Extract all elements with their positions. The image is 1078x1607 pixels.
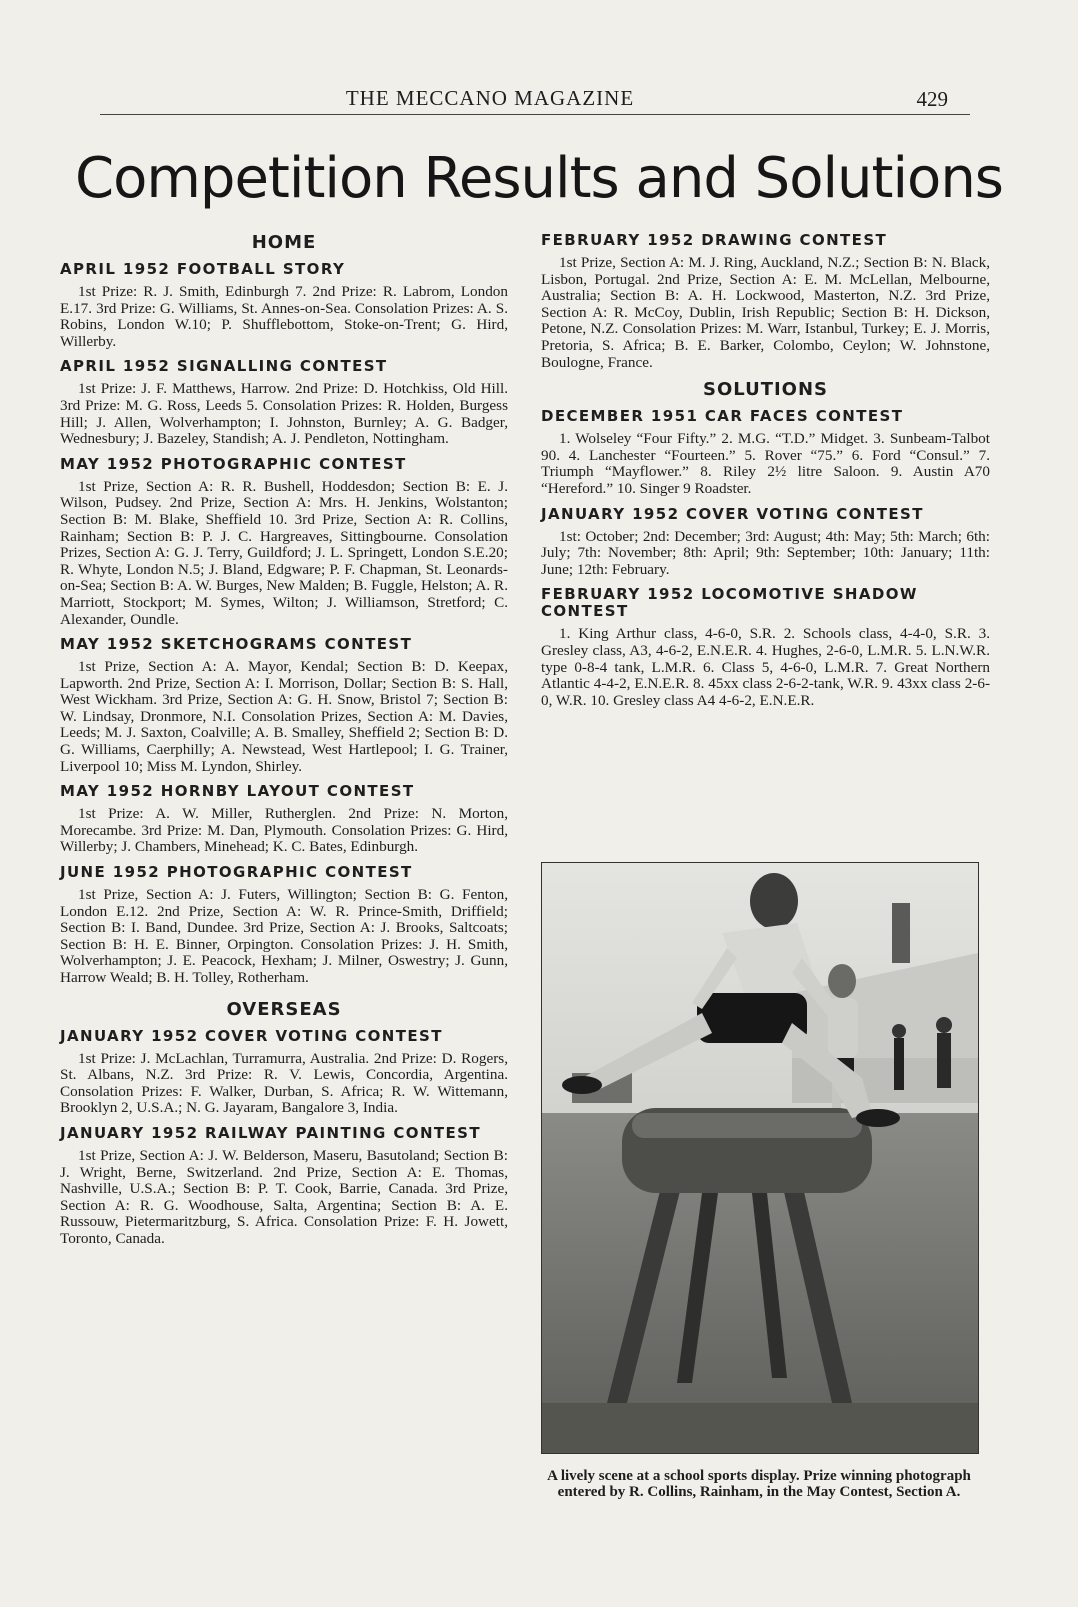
contest-results: 1st Prize, Section A: A. Mayor, Kendal; Section B: D. Keepax, Lapworth. 2nd Prize, Section A: I. Morrison, Dollar; Section B: S. Hall, West Wickham. 3rd Prize, Section A: G. H. Snow, Bristol 7; Section B: W. Lindsay, Dronmore, N.I. Consolation Prizes, Section A: M. Davies, Leeds; M. J. Saxton, Coalville; A. B. Smalley, Sheffield 2; Section B: D. G. Williams, Caerphilly; A. Newstead, West Hartlepool; I. G. Trainer, Liverpool 10; Miss M. Lyndon, Shirley. bbox=[60, 658, 508, 775]
contest-heading: JANUARY 1952 COVER VOTING CONTEST bbox=[60, 1026, 443, 1045]
contest-results: 1st Prize: R. J. Smith, Edinburgh 7. 2nd Prize: R. Labrom, London E.17. 3rd Prize: G. Williams, St. Annes-on-Sea. Consolation Prizes: A. S. Robins, London W.10; P. Shufflebottom, Stoke-on-Trent; G. Hird, Willerby. bbox=[60, 283, 508, 350]
home-heading: HOME bbox=[251, 232, 317, 253]
contest-results: 1st Prize: J. F. Matthews, Harrow. 2nd Prize: D. Hotchkiss, Old Hill. 3rd Prize: M. G. Ross, Leeds 5. Consolation Prizes: R. Holden, Burgess Hill; J. Allen, Wolverhampton; I. Johnston, Burnley; A. G. Badger, Wednesbury; J. Bazeley, Standish; A. J. Pendleton, Nottingham. bbox=[60, 380, 508, 448]
solution-heading: FEBRUARY 1952 LOCOMOTIVE SHADOW CONTEST bbox=[541, 585, 918, 621]
contest-results: 1st Prize, Section A: J. Futers, Willington; Section B: G. Fenton, London E.12. 2nd Prize, Section A: W. R. Prince-Smith, Driffield; Section B: I. Band, Dundee. 3rd Prize, Section A: J. Brooks, Saltcoats; Section B: H. E. Binner, Orpington. Consolation Prizes: J. H. Smith, Wolverhampton; J. E. Peacock, Hexham; J. Milner, Oswestry; J. Gunn, Harrow Weald; B. H. Tolley, Rotherham. bbox=[60, 886, 508, 986]
solution-text: 1. Wolseley “Four Fifty.” 2. M.G. “T.D.” Midget. 3. Sunbeam-Talbot 90. 4. Lanchester “Fourteen.” 5. Rover “75.” 6. Ford “Consul.” 7. Triumph “Mayflower.” 8. Riley 2½ litre Saloon. 9. Austin A70 “Hereford.” 10. Singer 9 Roadster. bbox=[541, 430, 990, 497]
page-title: Competition Results and Solutions bbox=[75, 146, 1003, 211]
solutions-heading: SOLUTIONS bbox=[702, 379, 828, 401]
contest-heading: MAY 1952 HORNBY LAYOUT CONTEST bbox=[60, 782, 415, 801]
running-head bbox=[100, 82, 970, 115]
solution-text: 1st: October; 2nd: December; 3rd: August; 4th: May; 5th: March; 6th: July; 7th: November; 8th: April; 9th: September; 10th: January; 11th: June; 12th: February. bbox=[541, 527, 990, 578]
contest-results: 1st Prize, Section A: J. W. Belderson, Maseru, Basutoland; Section B: J. Wright, Berne, Switzerland. 2nd Prize, Section A: E. Thomas, Nashville, U.S.A.; Section B: P. T. Cook, Barrie, Canada. 3rd Prize, Section A: R. G. Woodhouse, Salta, Argentina; Section B: A. E. Russouw, Pietermaritzburg, S. Africa. Consolation Prize: F. H. Jowett, Toronto, Canada. bbox=[60, 1146, 508, 1247]
solution-text: 1. King Arthur class, 4-6-0, S.R. 2. Schools class, 4-4-0, S.R. 3. Gresley class, A3, 4-6-2, E.N.E.R. 4. Hughes, 2-6-0, L.M.R. 5. L.N.W.R. type 0-8-4 tank, L.M.R. 6. Class 5, 4-6-0, L.M.R. 7. Great Northern Atlantic 4-4-2, E.N.E.R. 8. 45xx class 2-6-2-tank, W.R. 9. 43xx class 2-6-0, W.R. 10. Gresley class A4 4-6-2, E.N.E.R. bbox=[541, 625, 990, 709]
contest-results: 1st Prize: J. McLachlan, Turramurra, Australia. 2nd Prize: D. Rogers, St. Albans, N.Z. 3rd Prize: R. V. Lewis, Concordia, Argentina. Consolation Prizes: F. Walker, Durban, S. Africa; R. W. Wittemann, Brooklyn 2, U.S.A.; N. G. Jayaram, Bangalore 3, India. bbox=[60, 1049, 508, 1117]
contest-results: 1st Prize, Section A: R. R. Bushell, Hoddesdon; Section B: E. J. Wilson, Pudsey. 2nd Prize, Section A: Mrs. H. Jenkins, Wolstanton; Section B: M. Blake, Sheffield 10. 3rd Prize, Section A: R. Collins, Rainham; Section B: P. J. C. Hargreaves, Sittingbourne. Consolation Prizes, Section A: G. J. Terry, Guildford; J. L. Springett, London S.E.20; R. Whyte, London N.5; J. Bland, Edgware; P. F. Chapman, St. Leonards-on-Sea; Section B: A. W. Burges, New Malden; B. Fuggle, Helston; A. R. Marriott, Stockport; M. Symes, Wilton; J. Williamson, Stretford; C. Alexander, Oundle. bbox=[60, 477, 508, 628]
contest-heading: MAY 1952 PHOTOGRAPHIC CONTEST bbox=[60, 454, 407, 473]
contest-heading: JANUARY 1952 RAILWAY PAINTING CONTEST bbox=[60, 1123, 482, 1142]
photo-caption: A lively scene at a school sports display. Prize winning photograph entered by R. Collins, Rainham, in the May Contest, Section A. bbox=[547, 1468, 971, 1500]
prize-photograph bbox=[541, 862, 979, 1454]
contest-heading: MAY 1952 SKETCHOGRAMS CONTEST bbox=[60, 635, 413, 654]
solution-heading: JANUARY 1952 COVER VOTING CONTEST bbox=[541, 504, 924, 523]
contest-heading: JUNE 1952 PHOTOGRAPHIC CONTEST bbox=[60, 863, 413, 882]
contest-results: 1st Prize, Section A: M. J. Ring, Auckland, N.Z.; Section B: N. Black, Lisbon, Portugal. 2nd Prize, Section A: E. M. McLellan, Melbourne, Australia; Section B: A. H. Lockwood, Masterton, N.Z. 3rd Prize, Section A: R. McCoy, Dublin, Irish Republic; Section B: H. Dickson, Petone, N.Z. Consolation Prizes: M. Warr, Istanbul, Turkey; E. J. Morris, Pretoria, S. Africa; B. E. Barker, Colombo, Ceylon; W. Johnstone, Boulogne, France. bbox=[541, 254, 990, 371]
contest-heading: APRIL 1952 SIGNALLING CONTEST bbox=[60, 357, 388, 376]
running-title: THE MECCANO MAGAZINE bbox=[345, 86, 635, 110]
contest-heading: FEBRUARY 1952 DRAWING CONTEST bbox=[541, 231, 888, 249]
overseas-heading: OVERSEAS bbox=[226, 998, 342, 1020]
page-number: 429 bbox=[916, 87, 948, 111]
left-column bbox=[60, 232, 508, 1256]
photo-illustration bbox=[542, 863, 978, 1453]
contest-heading: APRIL 1952 FOOTBALL STORY bbox=[60, 260, 346, 278]
contest-results: 1st Prize: A. W. Miller, Rutherglen. 2nd Prize: N. Morton, Morecambe. 3rd Prize: M. Dan, Plymouth. Consolation Prizes: G. Hird, Willerby; J. Chambers, Minehead; K. C. Bates, Edinburgh. bbox=[60, 805, 508, 856]
right-column bbox=[541, 232, 990, 717]
solution-heading: DECEMBER 1951 CAR FACES CONTEST bbox=[541, 407, 904, 426]
